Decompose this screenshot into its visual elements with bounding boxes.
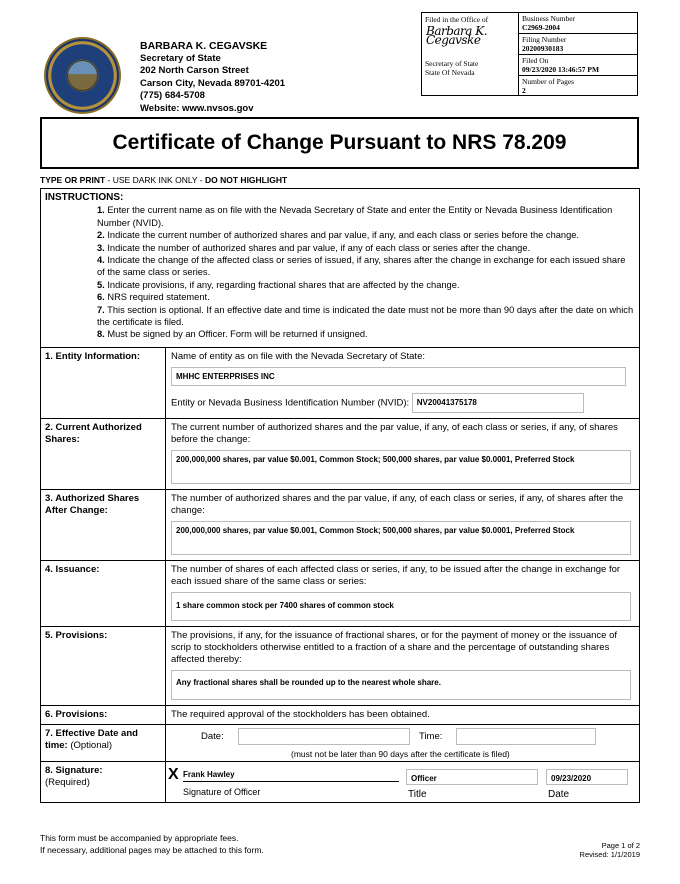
entity-prompt: Name of entity as on file with the Nevada Secretary of State: — [171, 350, 425, 362]
sos-street: 202 North Carson Street — [140, 65, 249, 77]
pages-cell — [519, 76, 638, 97]
filed-on-label: Filed On — [522, 56, 549, 65]
business-number-cell — [519, 13, 638, 34]
page-number: Page 1 of 2 — [601, 841, 640, 850]
office-line-2: State Of Nevada — [425, 68, 475, 77]
filing-number-cell — [519, 34, 638, 55]
sos-name: BARBARA K. CEGAVSKE — [140, 40, 268, 52]
filed-office-cell — [422, 13, 519, 95]
instruction-item: 2. Indicate the current number of authorized shares and par value, if any, and each class or series before the change. — [97, 230, 580, 241]
nevada-state-seal — [44, 37, 121, 114]
instruction-item: 5. Indicate provisions, if any, regarding fractional shares that are affected by the change. — [97, 279, 460, 290]
instruction-item: 6. NRS required statement. — [97, 292, 210, 303]
row-entity-information — [41, 348, 639, 419]
footer-notes — [40, 832, 264, 856]
current-shares-label: 2. Current Authorized Shares: — [41, 419, 166, 489]
effective-label-b: (Optional) — [70, 739, 113, 751]
instruction-item: 4. Indicate the change of the affected class or series of issued, if any, shares after the change in exchange for each issued share of the same class or series. — [97, 255, 626, 278]
current-shares-prompt: The current number of authorized shares and the par value, if any, of each class or series, if any, of shares before the change: — [171, 421, 618, 445]
provisions-prompt: The provisions, if any, for the issuance of fractional shares, or for the payment of money or the issuance of scrip to stockholders otherwise entitled to a fraction of a share and the percentage of outstanding shares affected thereby: — [171, 629, 618, 665]
nvid-field[interactable]: NV20041375178 — [412, 393, 584, 413]
approval-text: The required approval of the stockholders has been obtained. — [171, 708, 430, 720]
filed-on-value: 09/23/2020 13:46:57 PM — [522, 65, 600, 74]
filing-number-label: Filing Number — [522, 35, 567, 44]
type-print-a: TYPE OR PRINT — [40, 175, 106, 185]
filing-number-value: 20200930183 — [522, 44, 564, 53]
instruction-item: 3. Indicate the number of authorized shares and par value, if any of each class or series after the change. — [97, 242, 531, 253]
current-shares-content — [166, 419, 639, 489]
seal-center-icon — [67, 60, 98, 91]
effective-content — [166, 725, 639, 761]
nvid-label: Entity or Nevada Business Identification Number (NVID): — [171, 397, 410, 409]
provisions-field[interactable]: Any fractional shares shall be rounded up to the nearest whole share. — [171, 670, 631, 700]
sos-city: Carson City, Nevada 89701-4201 — [140, 77, 286, 89]
filing-details — [519, 13, 638, 95]
current-shares-field[interactable]: 200,000,000 shares, par value $0.001, Common Stock; 500,000 shares, par value $0.0001, Preferred Stock — [171, 450, 631, 484]
footer-page-info — [580, 841, 640, 859]
after-shares-prompt: The number of authorized shares and the par value, if any, of each class or series, if any, of shares after the change: — [171, 492, 624, 516]
revised-date: Revised: 1/1/2019 — [579, 850, 640, 859]
sos-website: Website: www.nvsos.gov — [140, 102, 254, 114]
entity-content — [166, 348, 639, 418]
issuance-content — [166, 561, 639, 626]
row-issuance — [41, 561, 639, 627]
sos-phone: (775) 684-5708 — [140, 90, 205, 102]
title-caption: Title — [408, 788, 427, 800]
signature-x-mark: X — [168, 765, 179, 783]
secretary-of-state-block — [140, 40, 285, 116]
certificate-form — [40, 188, 640, 803]
instruction-item: 8. Must be signed by an Officer. Form will be returned if unsigned. — [97, 329, 368, 340]
officer-signature-field[interactable]: Frank Hawley — [183, 769, 399, 782]
after-shares-content — [166, 490, 639, 560]
effective-label — [41, 725, 166, 761]
filed-in-label: Filed in the Office of — [425, 15, 489, 24]
office-line-1: Secretary of State — [425, 59, 479, 68]
sos-signature: Barbara K. Cegavske — [426, 24, 488, 47]
instruction-item: 1. Enter the current name as on file with the Nevada Secretary of State and enter the Entity or Nevada Business Identification Number (NVID). — [97, 205, 613, 228]
approval-label: 6. Provisions: — [41, 706, 166, 724]
pages-label: Number of Pages — [522, 77, 575, 86]
filing-stamp — [421, 12, 638, 96]
effective-date-field[interactable] — [238, 728, 410, 745]
effective-time-label: Time: — [419, 730, 443, 742]
row-approval — [41, 706, 639, 725]
entity-label: 1. Entity Information: — [41, 348, 166, 418]
instructions — [41, 189, 639, 348]
signature-label-a: 8. Signature: — [45, 764, 103, 776]
footer-line-1: This form must be accompanied by appropriate fees. — [40, 833, 239, 843]
type-print-notice — [40, 175, 287, 185]
type-print-b: - USE DARK INK ONLY - — [105, 175, 206, 185]
effective-label-a: 7. Effective Date and time: — [45, 727, 138, 751]
nvid-line — [171, 393, 634, 413]
after-shares-field[interactable]: 200,000,000 shares, par value $0.001, Common Stock; 500,000 shares, par value $0.0001, Preferred Stock — [171, 521, 631, 555]
instruction-item: 7. This section is optional. If an effective date and time is indicated the date must not be more than 90 days after the date on which the certificate is filed. — [97, 304, 634, 328]
officer-title-field[interactable]: Officer — [406, 769, 538, 785]
type-print-c: DO NOT HIGHLIGHT — [205, 175, 288, 185]
instructions-heading: INSTRUCTIONS: — [45, 192, 124, 203]
provisions-label: 5. Provisions: — [41, 627, 166, 705]
filed-on-cell — [519, 55, 638, 76]
signature-label — [41, 762, 166, 802]
entity-name-field[interactable]: MHHC ENTERPRISES INC — [171, 367, 626, 386]
business-number-label: Business Number — [522, 14, 576, 23]
effective-time-field[interactable] — [456, 728, 596, 745]
sos-title: Secretary of State — [140, 52, 221, 64]
business-number-value: C2969-2004 — [522, 23, 560, 32]
issuance-field[interactable]: 1 share common stock per 7400 shares of common stock — [171, 592, 631, 621]
signature-caption: Signature of Officer — [183, 786, 261, 797]
row-current-shares — [41, 419, 639, 490]
filed-office — [425, 59, 478, 77]
row-signature — [41, 762, 639, 802]
provisions-content — [166, 627, 639, 705]
date-caption: Date — [548, 788, 570, 800]
effective-date-label: Date: — [201, 730, 224, 742]
signature-content — [166, 762, 639, 802]
document-title: Certificate of Change Pursuant to NRS 78.209 — [40, 117, 639, 169]
effective-note: (must not be later than 90 days after the certificate is filed) — [291, 748, 510, 759]
issuance-prompt: The number of shares of each affected class or series, if any, to be issued after the change in exchange for each issued share of the same class or series: — [171, 563, 621, 587]
row-shares-after-change — [41, 490, 639, 561]
footer-line-2: If necessary, additional pages may be attached to this form. — [40, 845, 264, 855]
signature-label-b: (Required) — [45, 776, 90, 788]
after-shares-label: 3. Authorized Shares After Change: — [41, 490, 166, 560]
issuance-label: 4. Issuance: — [41, 561, 166, 626]
row-provisions — [41, 627, 639, 706]
signature-date-field[interactable]: 09/23/2020 — [546, 769, 628, 785]
pages-value: 2 — [522, 86, 526, 95]
row-effective-date — [41, 725, 639, 762]
